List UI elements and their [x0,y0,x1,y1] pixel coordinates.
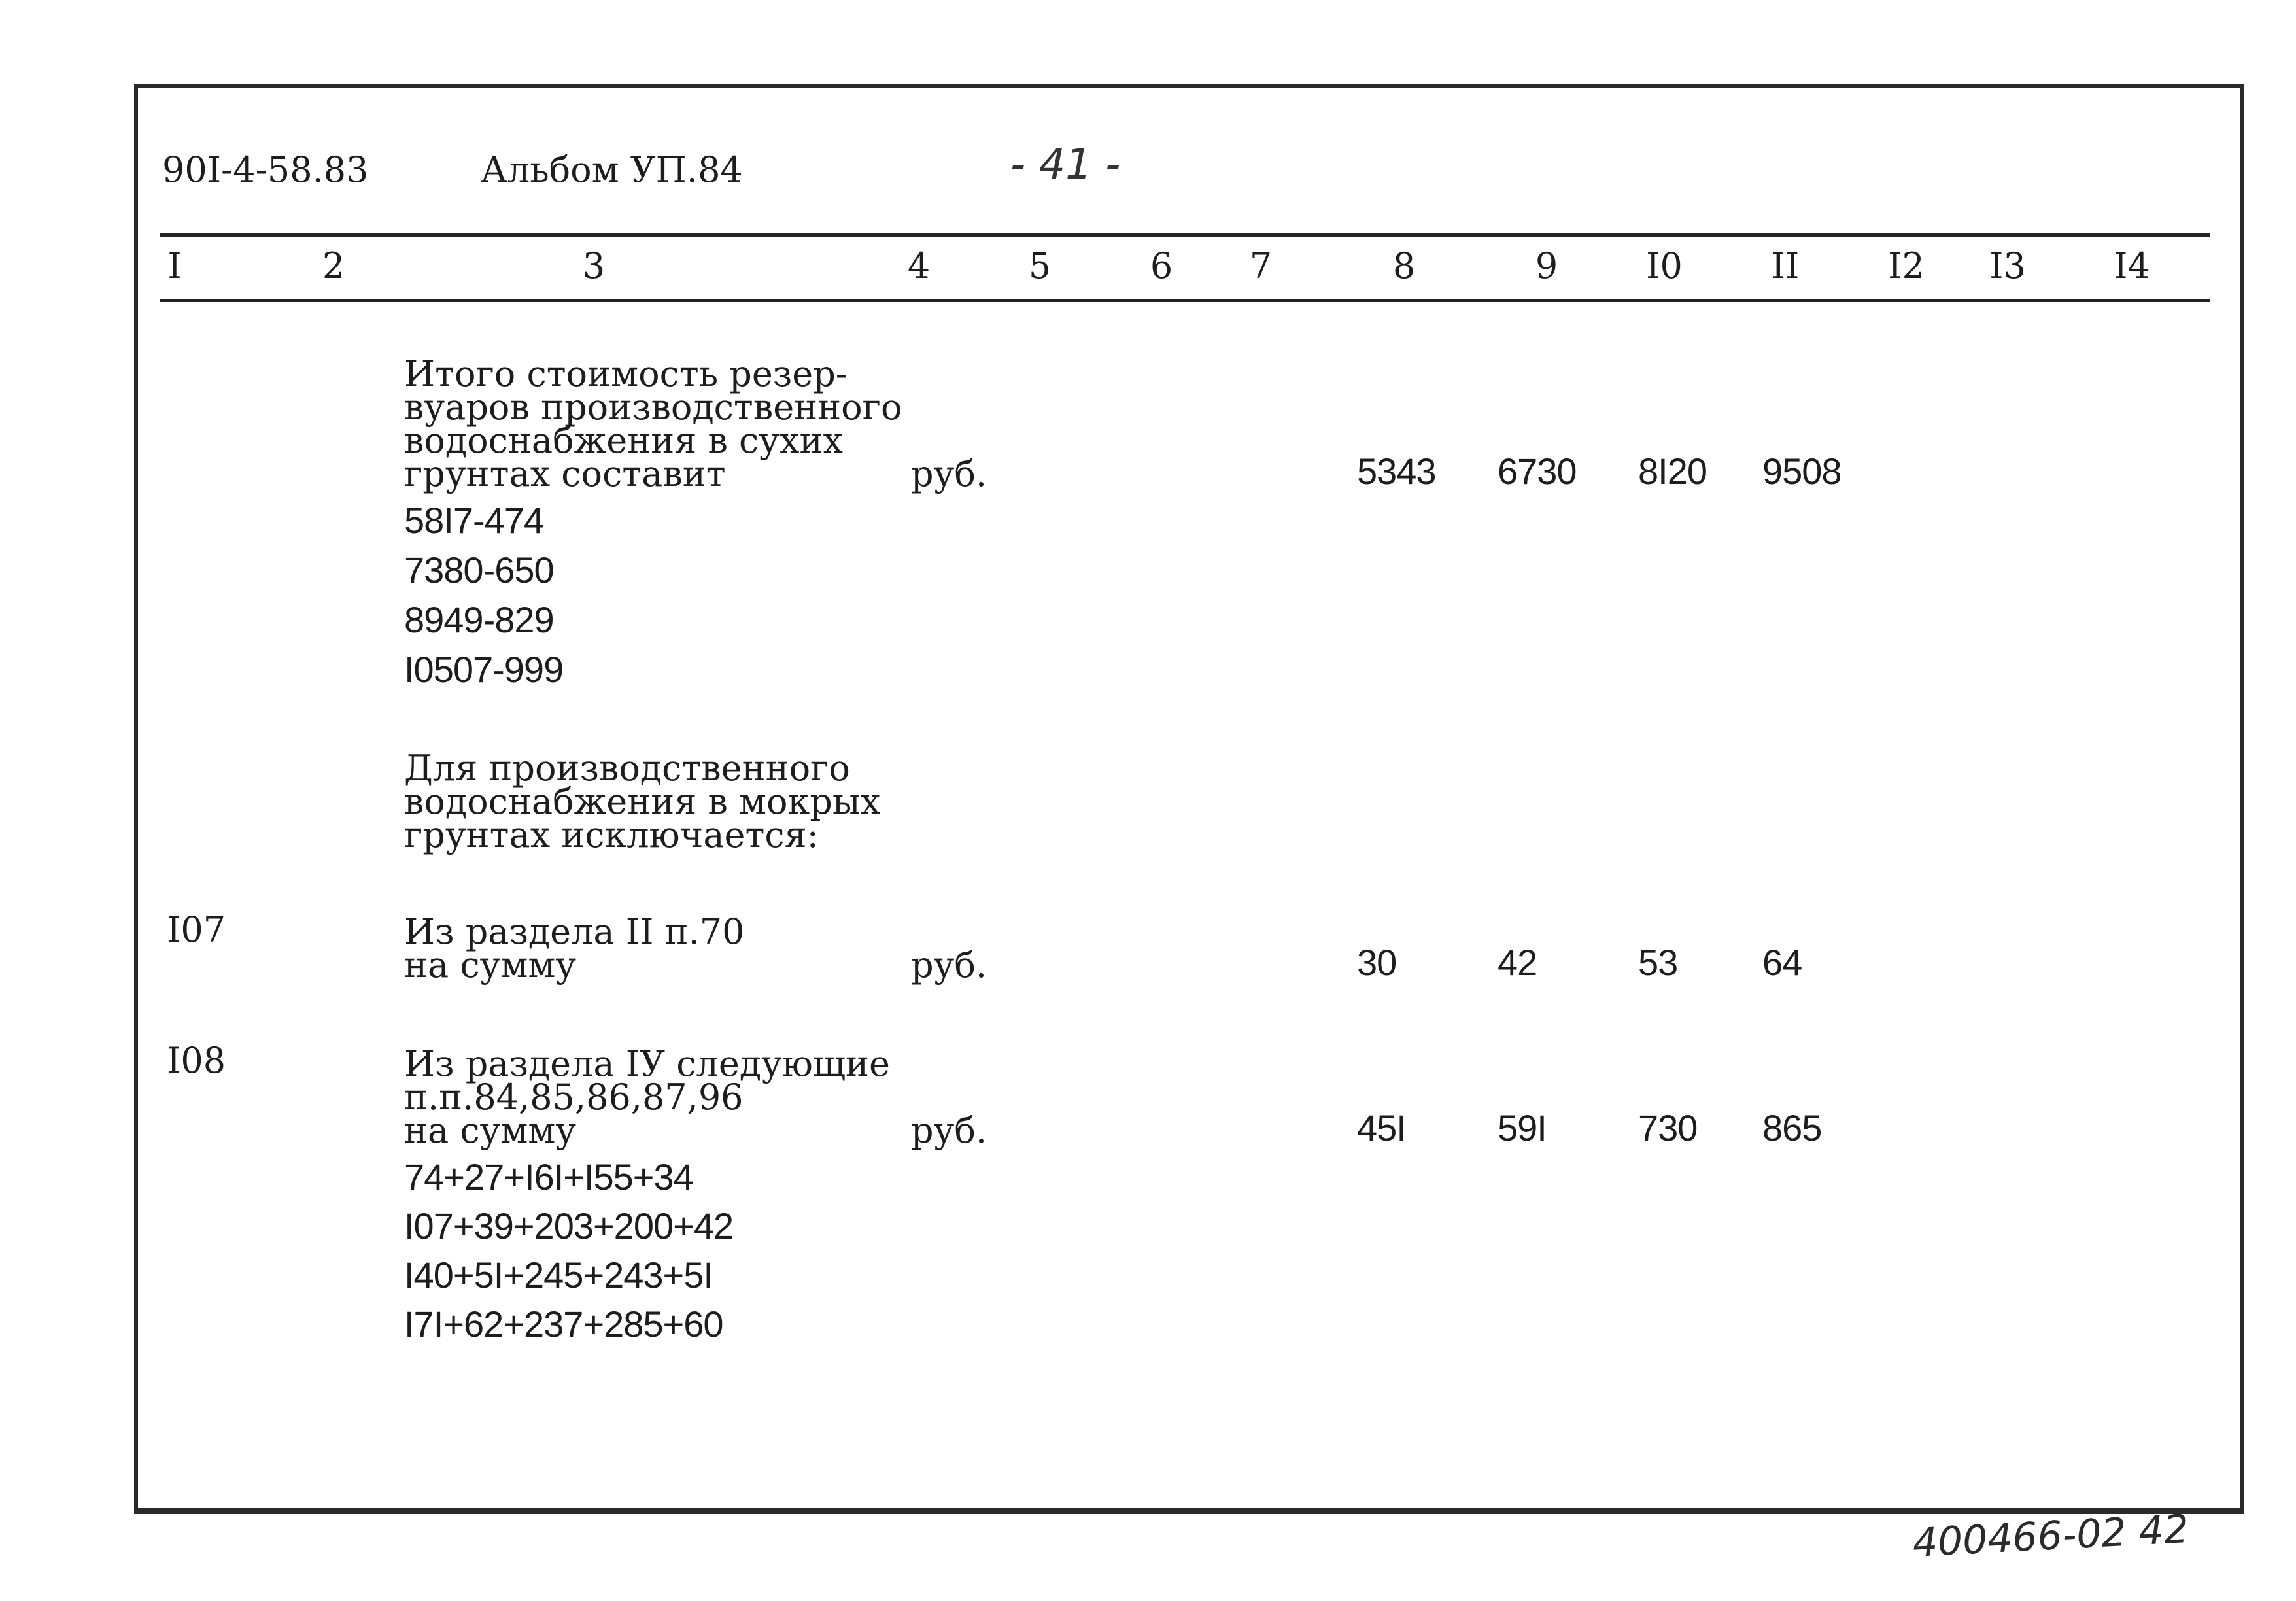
column-number-3: 3 [582,245,606,286]
column-number-1: I [167,245,182,286]
note-line-2: водоснабжения в мокрых [404,781,881,822]
note-line-3: грунтах исключается: [404,814,819,855]
row-unit: руб. [911,1110,987,1151]
document-code: 90I-4-58.83 [162,149,369,190]
header-top-rule [160,233,2210,237]
total-value-col10: 8I20 [1638,451,1707,492]
total-calc-line-2: 7380-650 [404,549,554,591]
total-value-col8: 5343 [1357,451,1436,492]
row-line-1: Из раздела II п.70 [404,911,745,952]
total-line-4: грунтах составит [404,453,726,494]
row-line-2: на сумму [404,944,577,986]
row-value-col11: 865 [1762,1107,1822,1148]
total-calc-line-4: I0507-999 [404,649,564,690]
row-value-col8: 45I [1357,1107,1406,1148]
total-calc-line-1: 58I7-474 [404,500,544,541]
row-calc-line-1: 74+27+I6I+I55+34 [404,1156,693,1197]
column-number-12: I2 [1888,245,1925,286]
column-number-7: 7 [1249,245,1273,286]
column-number-4: 4 [907,245,931,286]
column-number-2: 2 [322,245,345,286]
column-number-6: 6 [1150,245,1173,286]
column-number-5: 5 [1028,245,1052,286]
row-calc-line-4: I7I+62+237+285+60 [404,1303,723,1345]
row-value-col9: 42 [1498,942,1537,983]
total-value-col11: 9508 [1762,451,1842,492]
row-value-col10: 730 [1638,1107,1698,1148]
row-calc-line-2: I07+39+203+200+42 [404,1205,734,1247]
row-value-col11: 64 [1762,942,1802,983]
column-number-11: II [1771,245,1800,286]
total-line-2: вуаров производственного [404,387,902,428]
total-line-1: Итого стоимость резер- [404,353,848,394]
column-number-14: I4 [2114,245,2150,286]
row-line-3: на сумму [404,1110,577,1151]
header-bottom-rule [160,299,2210,302]
note-line-1: Для производственного [404,748,850,789]
total-line-3: водоснабжения в сухих [404,420,843,461]
row-value-col10: 53 [1638,942,1678,983]
page-number: - 41 - [1010,141,1121,189]
row-number: I08 [167,1040,226,1081]
album-title: Альбом УП.84 [481,149,743,190]
row-line-2: п.п.84,85,86,87,96 [404,1076,744,1118]
row-value-col8: 30 [1357,942,1397,983]
row-number: I07 [167,909,226,950]
column-number-10: I0 [1646,245,1683,286]
total-value-col9: 6730 [1498,451,1577,492]
column-number-9: 9 [1535,245,1558,286]
row-unit: руб. [911,944,987,986]
column-number-8: 8 [1392,245,1416,286]
row-calc-line-3: I40+5I+245+243+5I [404,1254,713,1296]
row-line-1: Из раздела IУ следующие [404,1043,891,1084]
row-value-col9: 59I [1498,1107,1547,1148]
archive-stamp: 400466-02 42 [1911,1506,2190,1566]
column-number-13: I3 [1989,245,2026,286]
total-unit: руб. [911,453,987,494]
total-calc-line-3: 8949-829 [404,599,554,640]
